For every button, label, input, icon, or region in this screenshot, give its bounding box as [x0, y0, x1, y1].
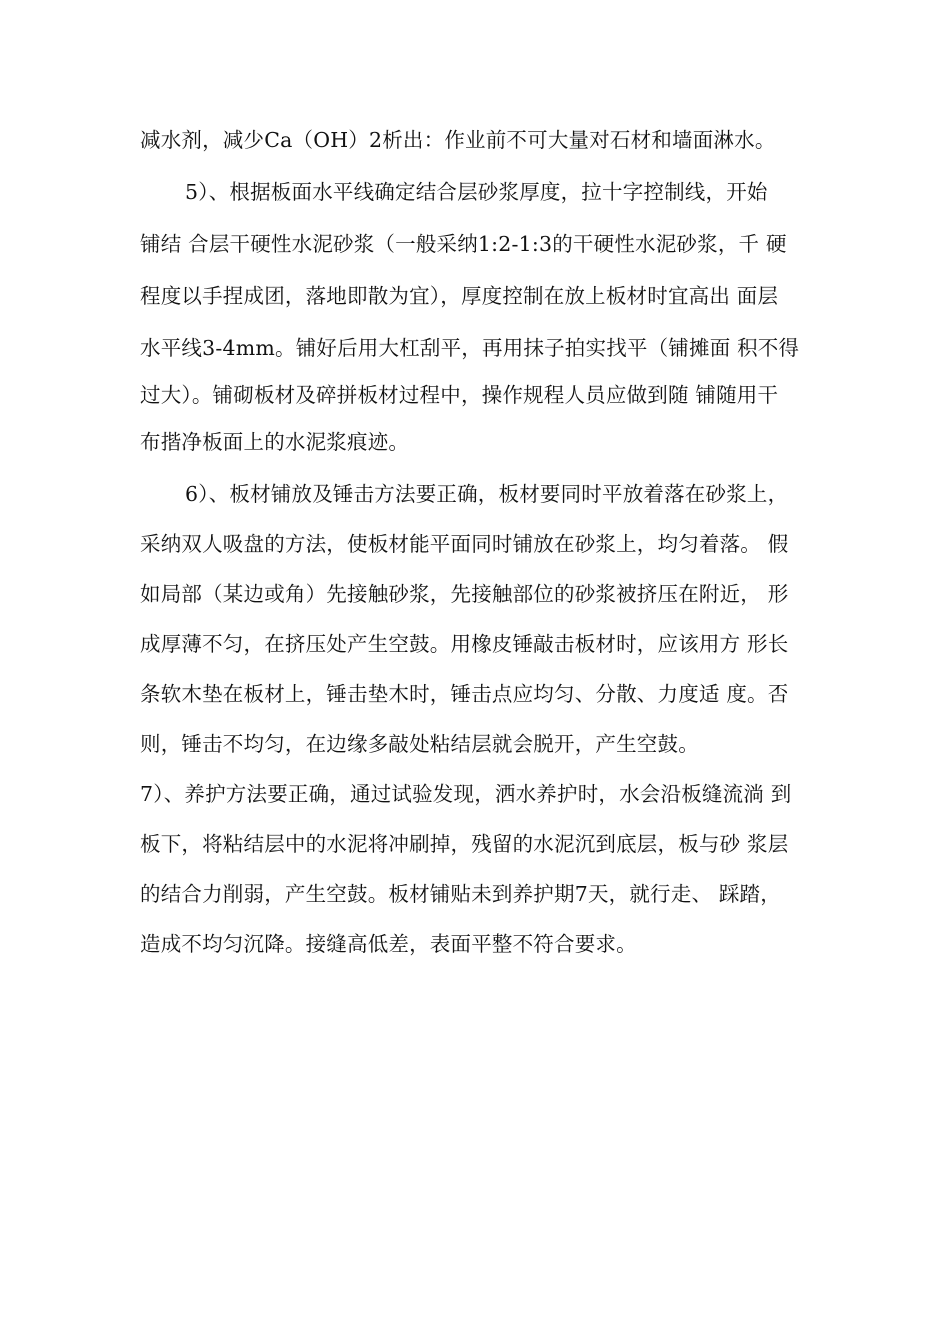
paragraph-7-line-4: 造成不均匀沉降。接缝高低差，表面平整不符合要求。: [140, 932, 637, 956]
paragraph-4-line-1: 减水剂，减少Ca（OH）2析出：作业前不可大量对石材和墙面淋水。: [140, 128, 776, 152]
paragraph-6-line-3: 如局部（某边或角）先接触砂浆，先接触部位的砂浆被挤压在附近， 形: [140, 582, 789, 606]
paragraph-5-line-4: 水平线3-4mm。铺好后用大杠刮平，再用抹子拍实找平（铺摊面 积不得: [140, 336, 800, 360]
paragraph-6-line-1: 6）、板材铺放及锤击方法要正确，板材要同时平放着落在砂浆上，: [185, 482, 789, 506]
paragraph-5-line-2: 铺结 合层干硬性水泥砂浆（一般采纳1:2-1:3的干硬性水泥砂浆，千 硬: [140, 232, 787, 256]
paragraph-6-line-2: 采纳双人吸盘的方法，使板材能平面同时铺放在砂浆上，均匀着落。 假: [140, 532, 789, 556]
paragraph-5-line-1: 5）、根据板面水平线确定结合层砂浆厚度，拉十字控制线，开始: [185, 180, 768, 204]
paragraph-5-line-5: 过大）。铺砌板材及碎拼板材过程中，操作规程人员应做到随 铺随用干: [140, 383, 779, 407]
paragraph-7-line-3: 的结合力削弱，产生空鼓。板材铺贴未到养护期7天，就行走、 踩踏，: [140, 882, 781, 906]
paragraph-7-line-1: 7）、养护方法要正确，通过试验发现，洒水养护时，水会沿板缝流淌 到: [140, 782, 792, 806]
paragraph-6-line-6: 则，锤击不均匀，在边缘多敲处粘结层就会脱开，产生空鼓。: [140, 732, 699, 756]
paragraph-6-line-5: 条软木垫在板材上，锤击垫木时，锤击点应均匀、分散、力度适 度。否: [140, 682, 789, 706]
paragraph-7-line-2: 板下，将粘结层中的水泥将冲刷掉，残留的水泥沉到底层，板与砂 浆层: [140, 832, 789, 856]
paragraph-6-line-4: 成厚薄不匀，在挤压处产生空鼓。用橡皮锤敲击板材时，应该用方 形长: [140, 632, 789, 656]
paragraph-5-line-3: 程度以手捏成团，落地即散为宜），厚度控制在放上板材时宜高出 面层: [140, 284, 779, 308]
paragraph-5-line-6: 布揩净板面上的水泥浆痕迹。: [140, 430, 410, 454]
